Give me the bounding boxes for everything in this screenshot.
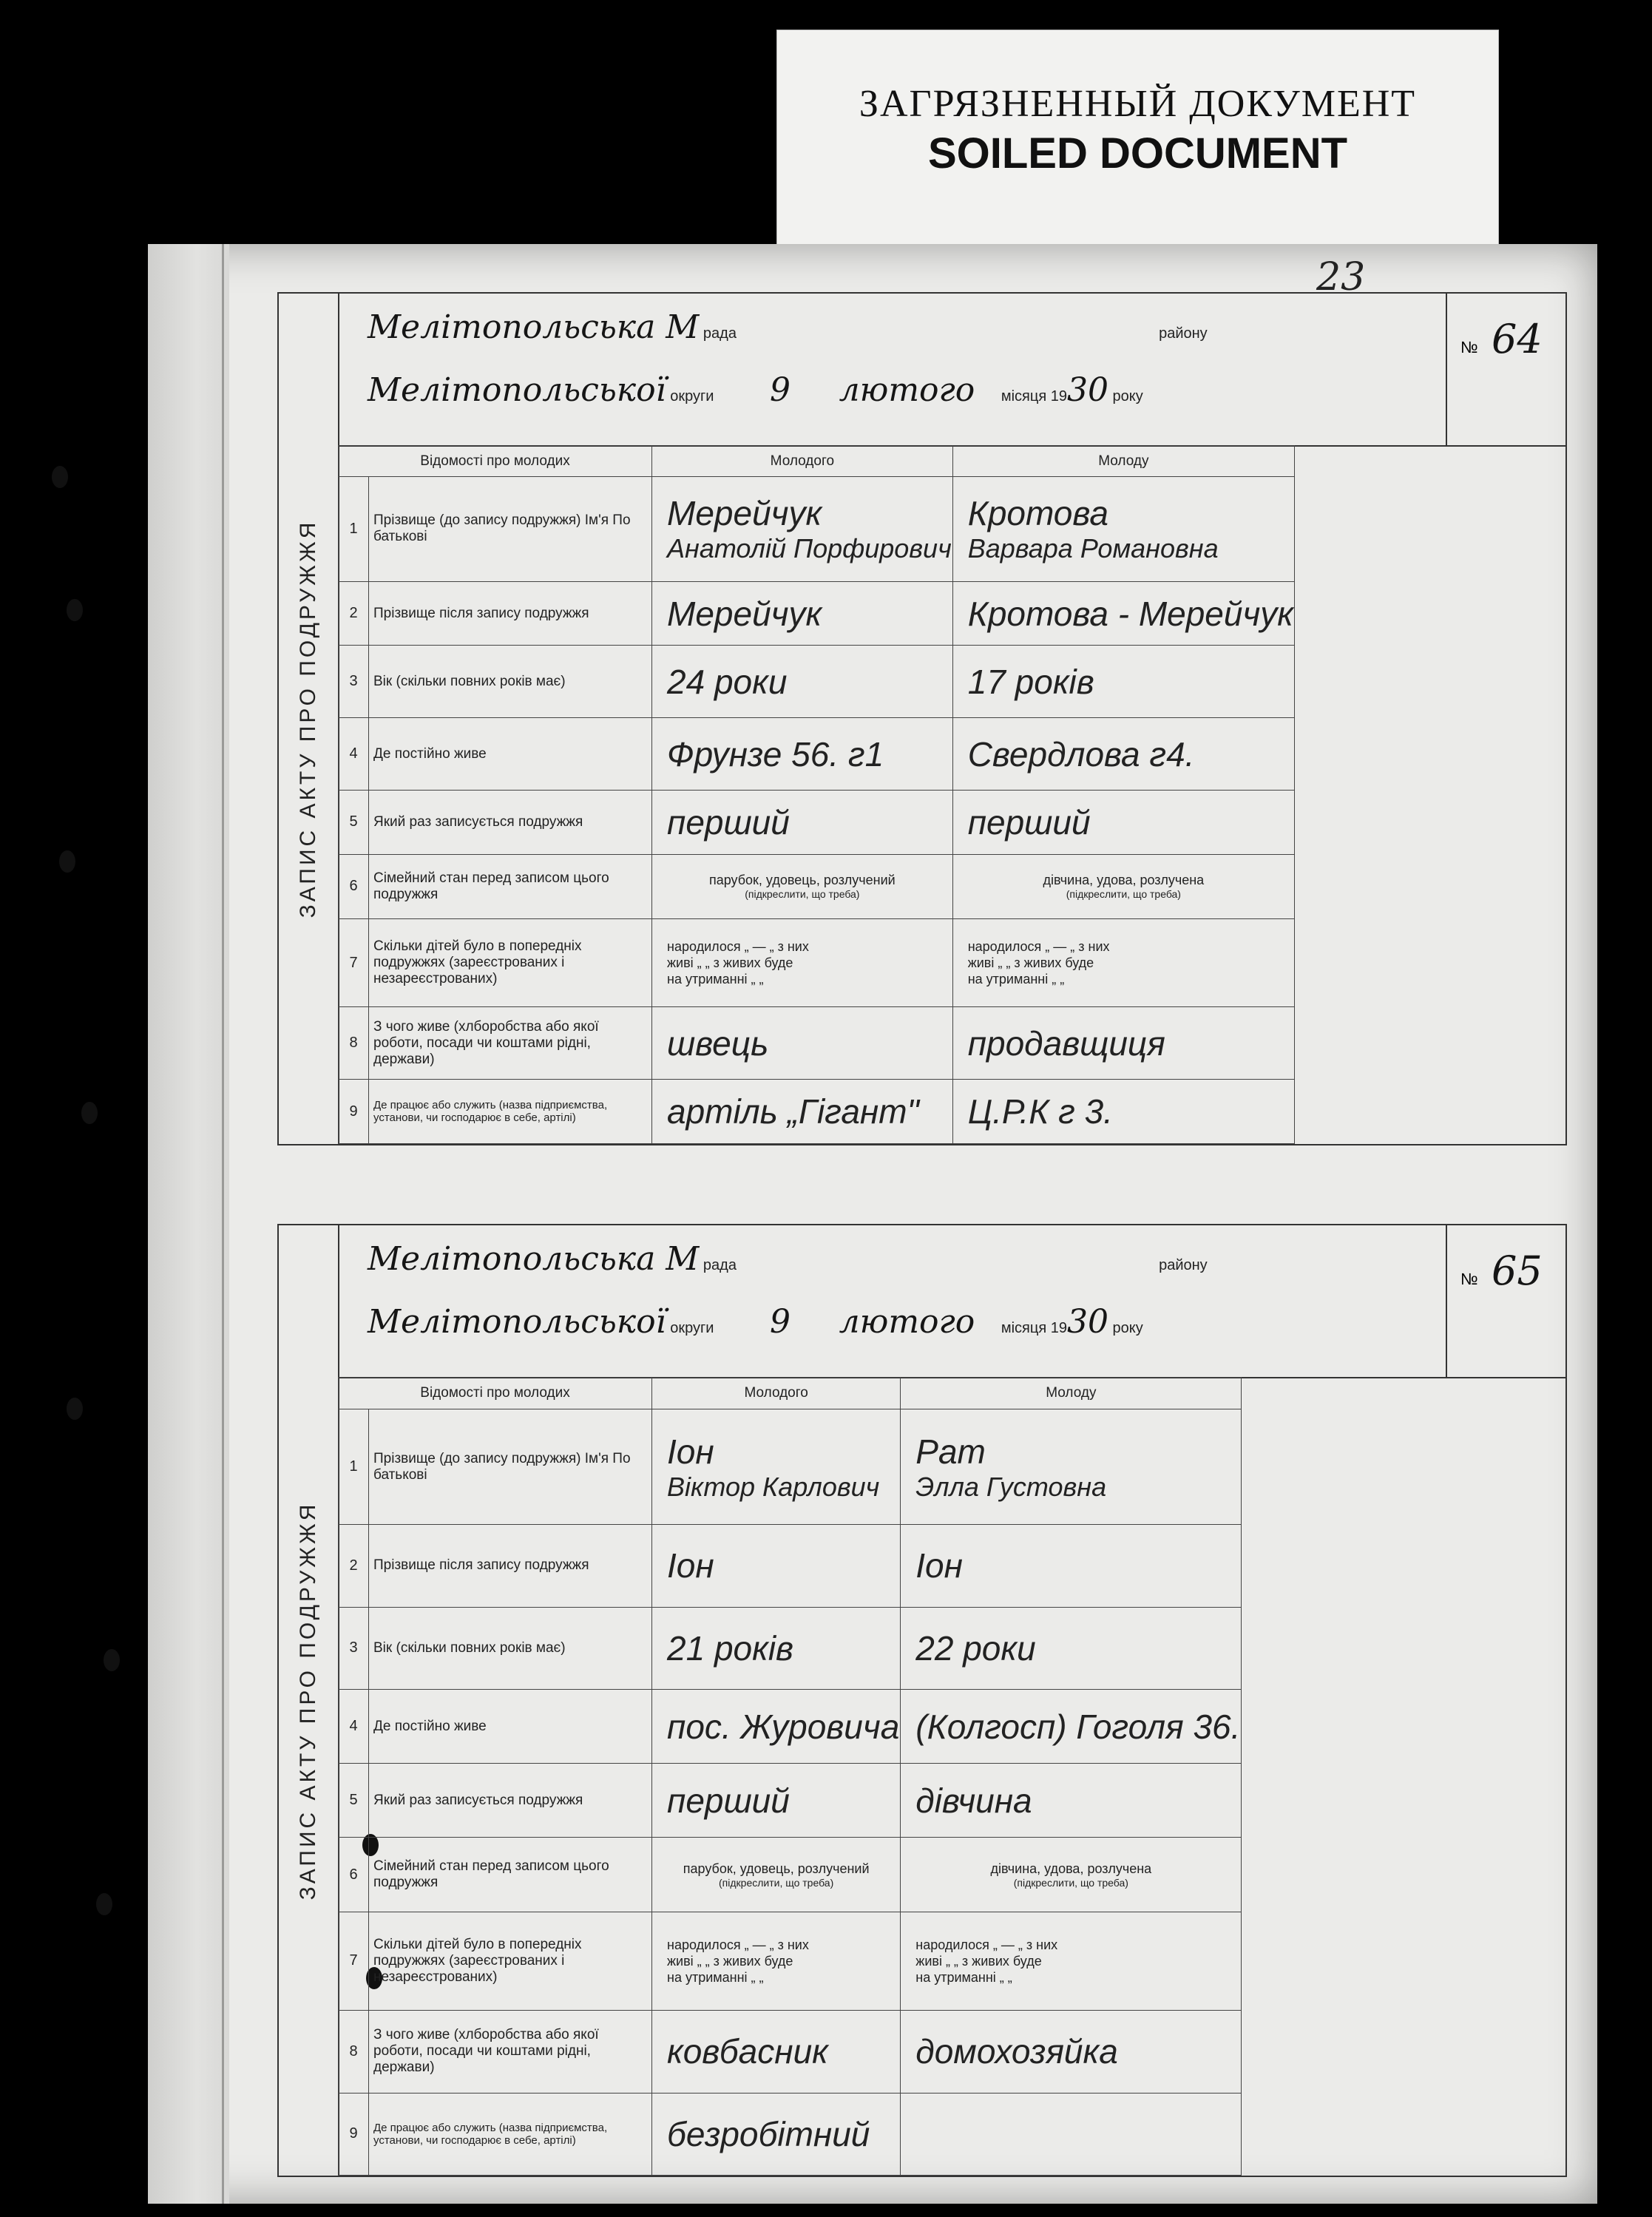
groom-address: Фрунзе 56. г1 bbox=[652, 718, 953, 791]
record-table: Відомості про молодих Молодого Молоду 1 Прізвище (до запису подружжя) Ім'я По батькові Мерейчук Анатолій Порфирович Кротова Варвара Романовна 2 Прізвище після запису подружжя Мерейчук Кротова - Мерейчук 3 Вік (скільки повних років має) 24 роки 17 років 4 Де постійно живе Фрунзе 56. г1 Свердлова г4. 5 Який раз записується подружжя перший перший 6 Сімейний стан перед записом цього подружжя парубок, удовець, розлучений (підкреслити, що треба) дівчина, удова, розлучена (підкреслити, що треба) 7 Скільки дітей було в попередніх подружжях (зареєстрованих і незареєстрованих) народилося „ ― „ з них живі „ „ з живих буде на утриманні „ „ народилося „ ― „ з них живі „ „ з живих буде на утриманні „ „ 8 З чого живе (хлборобства або якої роботи, посади чи коштами рідні, держави) швець продавщиця 9 Де працює або служить (назва підприємства, установи, чи господарює в себе, артілі) артіль „Гігант" Ц.Р.К г 3. bbox=[338, 445, 1295, 1144]
raion-label: району bbox=[1159, 1257, 1208, 1273]
groom-times: перший bbox=[652, 1764, 901, 1838]
label-russian: ЗАГРЯЗНЕННЫЙ ДОКУМЕНТ bbox=[859, 83, 1417, 125]
year-label: року bbox=[1112, 388, 1143, 405]
month-value: лютого bbox=[839, 1303, 975, 1341]
groom-name: Віктор Карлович bbox=[667, 1471, 880, 1502]
groom-occupation: ковбасник bbox=[652, 2011, 901, 2093]
groom-surname: Мерейчук bbox=[667, 494, 822, 533]
marriage-record-64 bbox=[277, 292, 1567, 1145]
binding-hole bbox=[67, 1398, 83, 1420]
rada-value: Мелітопольська М bbox=[368, 308, 700, 346]
binding-hole bbox=[59, 850, 75, 873]
bride-age: 22 роки bbox=[901, 1607, 1242, 1689]
record-number: 64 bbox=[1492, 316, 1543, 362]
binding-hole bbox=[81, 1102, 98, 1124]
label-english: SOILED DOCUMENT bbox=[927, 129, 1348, 177]
bride-surname: Рат bbox=[915, 1432, 986, 1471]
groom-workplace: безробітний bbox=[652, 2093, 901, 2175]
groom-surname: Іон bbox=[667, 1432, 714, 1471]
bride-times: перший bbox=[952, 791, 1294, 855]
binding-hole bbox=[96, 1893, 112, 1915]
bride-age: 17 років bbox=[952, 646, 1294, 718]
rada-value: Мелітопольська М bbox=[368, 1240, 700, 1278]
bride-workplace: Ц.Р.К г 3. bbox=[952, 1080, 1294, 1144]
binding-hole bbox=[104, 1649, 120, 1671]
year-value: 30 bbox=[1066, 1303, 1108, 1341]
bride-surname-after: Кротова - Мерейчук bbox=[952, 581, 1294, 646]
raion-label: району bbox=[1159, 325, 1208, 342]
month-value: лютого bbox=[839, 371, 975, 409]
month-label: місяця 19 bbox=[1001, 1320, 1067, 1336]
groom-surname-after: Мерейчук bbox=[652, 581, 953, 646]
day-value: 9 bbox=[770, 371, 791, 409]
bride-times: дівчина bbox=[901, 1764, 1242, 1838]
rada-label: рада bbox=[703, 1257, 737, 1273]
groom-name: Анатолій Порфирович bbox=[667, 533, 952, 564]
year-value: 30 bbox=[1066, 371, 1108, 409]
bride-occupation: продавщиця bbox=[952, 1007, 1294, 1080]
bride-occupation: домохозяйка bbox=[901, 2011, 1242, 2093]
binding-hole bbox=[67, 599, 83, 621]
register-page bbox=[148, 244, 1597, 2204]
bride-workplace bbox=[901, 2093, 1242, 2175]
marriage-record-65 bbox=[277, 1224, 1567, 2177]
okrug-value: Мелітопольської bbox=[368, 371, 666, 409]
groom-age: 21 років bbox=[652, 1607, 901, 1689]
binding-strip bbox=[148, 244, 229, 2204]
year-label: року bbox=[1112, 1320, 1143, 1336]
groom-occupation: швець bbox=[652, 1007, 953, 1080]
okrug-label: округи bbox=[670, 388, 714, 405]
okrug-value: Мелітопольської bbox=[368, 1303, 666, 1341]
bride-address: (Колгосп) Гоголя 36. bbox=[901, 1690, 1242, 1764]
record-number-cell: № 65 bbox=[1446, 1225, 1565, 1377]
bride-surname: Кротова bbox=[967, 494, 1108, 533]
bride-address: Свердлова г4. bbox=[952, 718, 1294, 791]
binding-hole bbox=[52, 466, 68, 488]
record-table: Відомості про молодих Молодого Молоду 1 Прізвище (до запису подружжя) Ім'я По батькові Іон Віктор Карлович Рат Элла Густовна 2 Прізвище після запису подружжя Іон Іон 3 Вік (скільки повних років має) 21 років 22 роки 4 Де постійно живе пос. Журовича (Колгосп) Гоголя 36. 5 Який раз записується подружжя перший дівчина 6 Сімейний стан перед записом цього подружжя парубок, удовець, розлучений (підкреслити, що треба) дівчина, удова, розлучена (підкреслити, що треба) 7 Скільки дітей було в попередніх подружжях (зареєстрованих і незареєстрованих) народилося „ ― „ з них живі „ „ з живих буде на утриманні „ „ народилося „ ― „ з них живі „ „ з живих буде на утриманні „ „ 8 З чого живе (хлборобства або якої роботи, посади чи коштами рідні, держави) ковбасник домохозяйка 9 Де працює або служить (назва підприємства, установи, чи господарює в себе, артілі) безробітний bbox=[338, 1377, 1242, 2176]
groom-workplace: артіль „Гігант" bbox=[652, 1080, 953, 1144]
side-title: ЗАПИС АКТУ ПРО ПОДРУЖЖЯ bbox=[279, 294, 339, 1144]
bride-surname-after: Іон bbox=[901, 1525, 1242, 1607]
day-value: 9 bbox=[770, 1303, 791, 1341]
groom-times: перший bbox=[652, 791, 953, 855]
record-number: 65 bbox=[1492, 1248, 1543, 1294]
record-number-cell: № 64 bbox=[1446, 294, 1565, 445]
page-number: 23 bbox=[1316, 255, 1366, 299]
month-label: місяця 19 bbox=[1001, 388, 1067, 405]
binding-edge bbox=[222, 244, 224, 2204]
record-header bbox=[338, 1225, 1565, 1378]
groom-age: 24 роки bbox=[652, 646, 953, 718]
soiled-document-label bbox=[776, 30, 1499, 246]
record-header bbox=[338, 294, 1565, 447]
rada-label: рада bbox=[703, 325, 737, 342]
bride-name: Элла Густовна bbox=[915, 1471, 1107, 1502]
groom-address: пос. Журовича bbox=[652, 1690, 901, 1764]
bride-name: Варвара Романовна bbox=[967, 533, 1219, 564]
side-title: ЗАПИС АКТУ ПРО ПОДРУЖЖЯ bbox=[279, 1225, 339, 2176]
groom-surname-after: Іон bbox=[652, 1525, 901, 1607]
okrug-label: округи bbox=[670, 1320, 714, 1336]
